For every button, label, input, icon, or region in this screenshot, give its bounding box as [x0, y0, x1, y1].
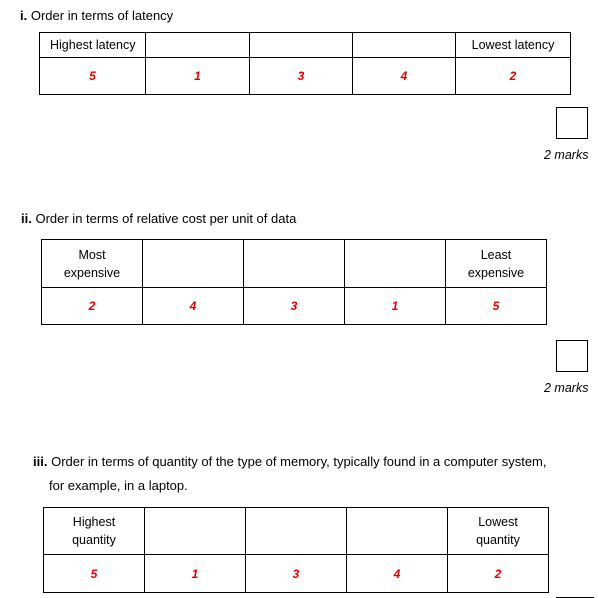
answer-cell[interactable]: 5 [446, 288, 547, 325]
header-cell-blank [246, 508, 347, 555]
question-3-number: iii. [33, 454, 48, 469]
question-2-text: Order in terms of relative cost per unit of data [35, 211, 297, 226]
answer-row [44, 555, 549, 593]
header-highest-latency: Highest latency [40, 33, 146, 58]
table-header-row [42, 240, 547, 288]
marks-label-1: 2 marks [544, 148, 589, 162]
table-header-row [44, 508, 549, 555]
answer-cell[interactable]: 3 [250, 58, 353, 95]
answer-cell[interactable]: 2 [448, 555, 549, 593]
answer-cell[interactable]: 4 [347, 555, 448, 593]
answer-row [42, 288, 547, 325]
question-2-number: ii. [21, 211, 32, 226]
header-cell-blank [345, 240, 446, 288]
answer-cell[interactable]: 5 [44, 555, 145, 593]
answer-row [40, 58, 571, 95]
latency-order-table [39, 32, 571, 95]
cost-order-table [41, 239, 547, 325]
answer-cell[interactable]: 1 [345, 288, 446, 325]
question-2-prompt [21, 209, 296, 229]
header-cell-blank [347, 508, 448, 555]
header-lowest-quantity: Lowest quantity [448, 508, 549, 555]
header-cell-blank [145, 508, 246, 555]
answer-cell[interactable]: 1 [145, 555, 246, 593]
question-3-prompt-continued: for example, in a laptop. [49, 478, 188, 493]
header-cell-blank [143, 240, 244, 288]
answer-cell[interactable]: 3 [244, 288, 345, 325]
answer-cell[interactable]: 2 [42, 288, 143, 325]
table-header-row [40, 33, 571, 58]
header-cell-blank [244, 240, 345, 288]
answer-cell[interactable]: 4 [353, 58, 456, 95]
question-1-number: i. [20, 8, 28, 23]
question-1-prompt [20, 6, 173, 26]
marks-box-2[interactable] [556, 340, 588, 372]
answer-cell[interactable]: 2 [456, 58, 571, 95]
header-cell-blank [146, 33, 250, 58]
header-most-expensive: Most expensive [42, 240, 143, 288]
header-lowest-latency: Lowest latency [456, 33, 571, 58]
answer-cell[interactable]: 4 [143, 288, 244, 325]
question-3-text: Order in terms of quantity of the type of memory, typically found in a computer system, [51, 454, 547, 469]
header-highest-quantity: Highest quantity [44, 508, 145, 555]
marks-box-1[interactable] [556, 107, 588, 139]
question-1-text: Order in terms of latency [30, 8, 174, 23]
answer-cell[interactable]: 5 [40, 58, 146, 95]
header-cell-blank [353, 33, 456, 58]
question-3-prompt [33, 452, 547, 472]
answer-cell[interactable]: 1 [146, 58, 250, 95]
quantity-order-table [43, 507, 549, 593]
header-least-expensive: Least expensive [446, 240, 547, 288]
header-cell-blank [250, 33, 353, 58]
marks-label-2: 2 marks [544, 381, 589, 395]
answer-cell[interactable]: 3 [246, 555, 347, 593]
